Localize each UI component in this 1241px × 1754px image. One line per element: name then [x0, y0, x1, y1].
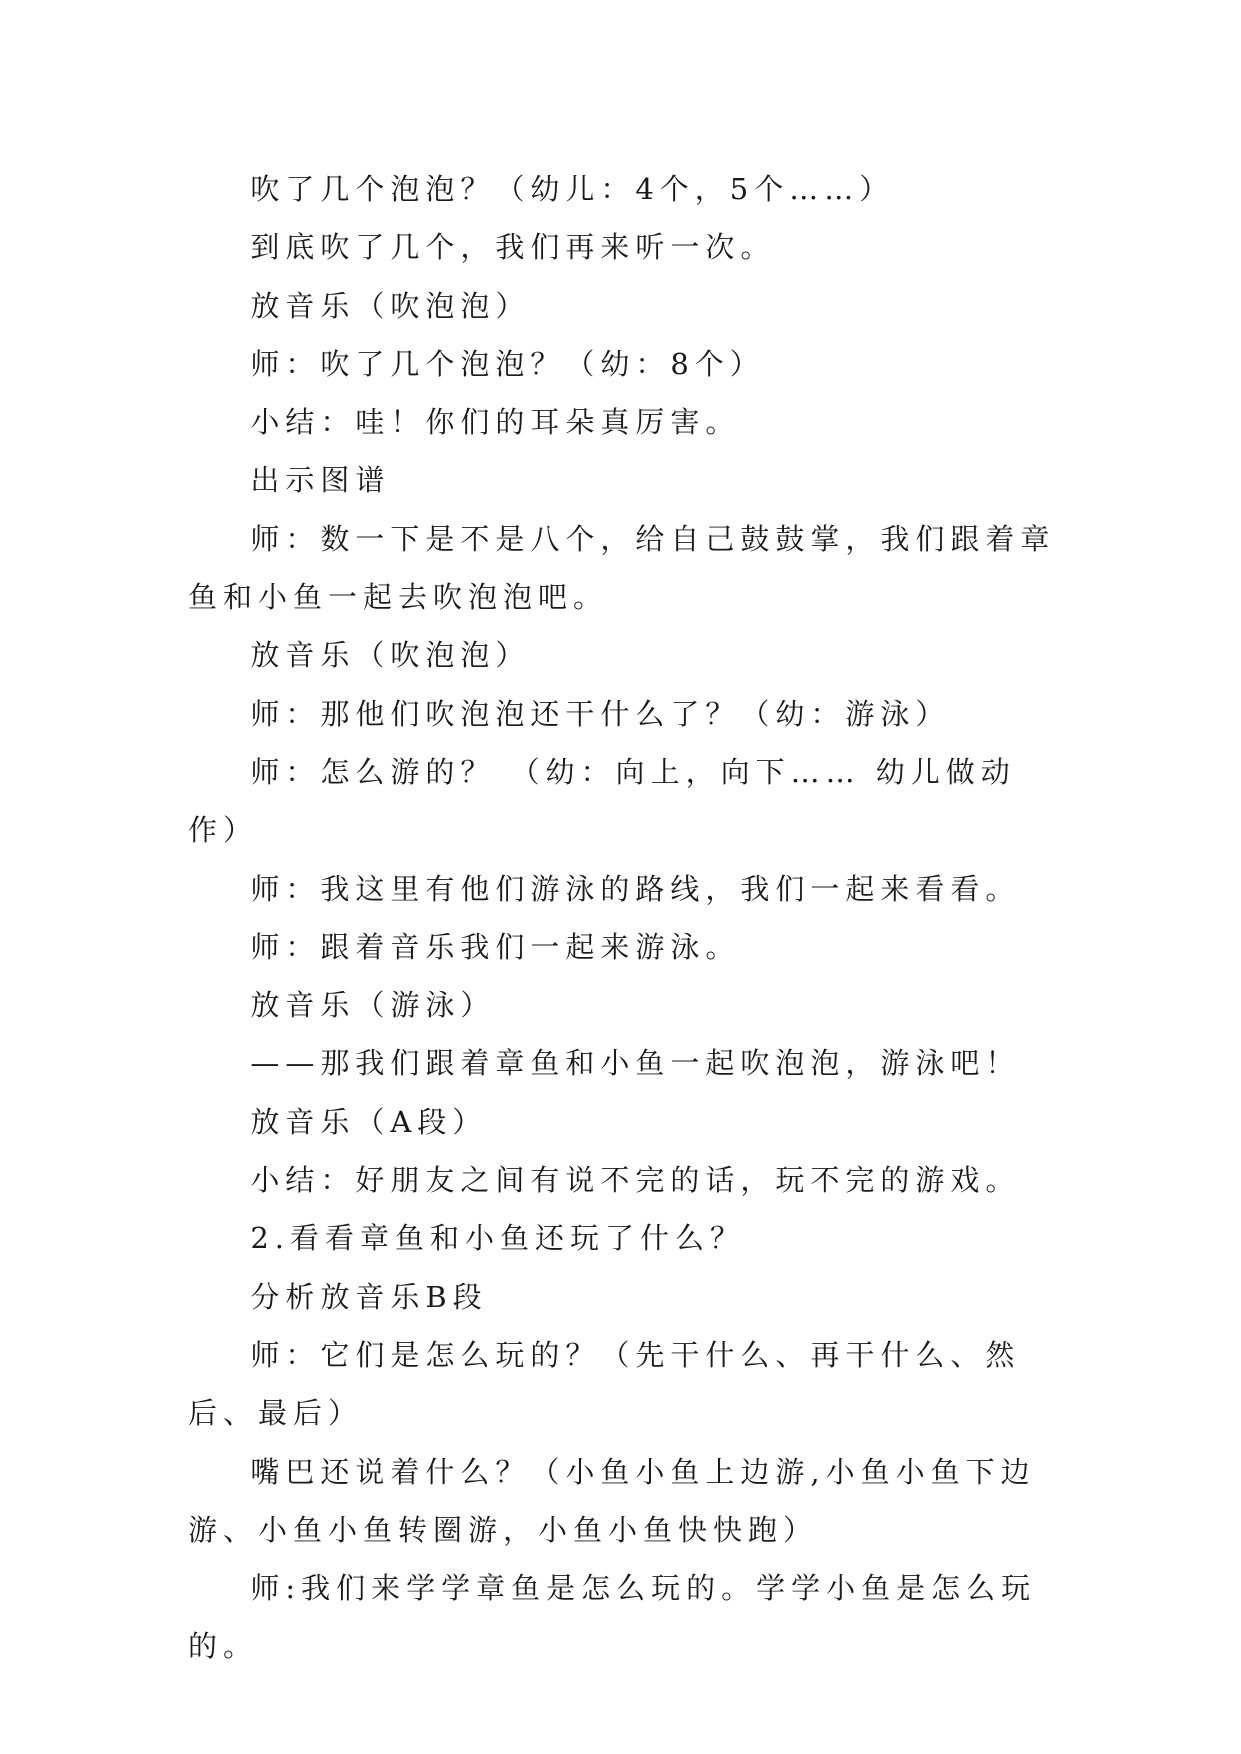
paragraph-19: 师：它们是怎么玩的？（先干什么、再干什么、然后、最后）: [188, 1337, 1021, 1431]
paragraph-10: 师：怎么游的？ （幼：向上，向下…… 幼儿做动作）: [188, 754, 1016, 848]
paragraph-20: 嘴巴还说着什么？（小鱼小鱼上边游,小鱼小鱼下边游、小鱼小鱼转圈游，小鱼小鱼快快跑）: [188, 1454, 1036, 1547]
paragraph-15: 放音乐（A段）: [250, 1104, 488, 1139]
paragraph-18: 分析放音乐B段: [250, 1279, 488, 1314]
paragraph-5: 小结：哇！你们的耳朵真厉害。: [250, 405, 741, 440]
paragraph-7: 师：数一下是不是八个，给自己鼓鼓掌，我们跟着章鱼和小鱼一起去吹泡泡吧。: [188, 521, 1056, 615]
paragraph-2: 到底吹了几个，我们再来听一次。: [250, 230, 776, 265]
paragraph-21: 师:我们来学学章鱼是怎么玩的。学学小鱼是怎么玩的。: [188, 1571, 1037, 1664]
paragraph-3: 放音乐（吹泡泡）: [250, 288, 531, 323]
paragraph-12: 师：跟着音乐我们一起来游泳。: [250, 929, 741, 964]
paragraph-8: 放音乐（吹泡泡）: [250, 638, 531, 673]
paragraph-4: 师：吹了几个泡泡？（幼：8个）: [250, 346, 765, 381]
paragraph-17: 2.看看章鱼和小鱼还玩了什么？: [250, 1221, 746, 1256]
paragraph-9: 师：那他们吹泡泡还干什么了？（幼：游泳）: [250, 696, 951, 731]
document-body: [188, 160, 1068, 1676]
paragraph-13: 放音乐（游泳）: [250, 988, 496, 1023]
paragraph-14: ——那我们跟着章鱼和小鱼一起吹泡泡，游泳吧！: [250, 1046, 1021, 1081]
paragraph-1: 吹了几个泡泡？（幼儿：4个，5个……）: [250, 172, 895, 206]
paragraph-11: 师：我这里有他们游泳的路线，我们一起来看看。: [250, 871, 1021, 906]
paragraph-16: 小结：好朋友之间有说不完的话，玩不完的游戏。: [250, 1163, 1021, 1198]
paragraph-6: 出示图谱: [250, 463, 391, 498]
